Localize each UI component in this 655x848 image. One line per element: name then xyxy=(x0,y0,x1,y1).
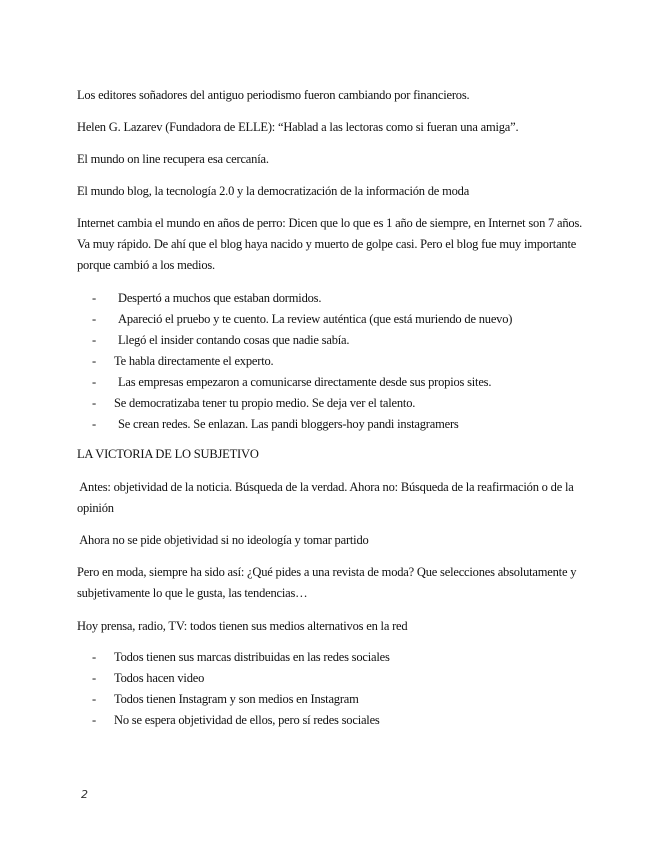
paragraph-line: opinión xyxy=(77,501,114,515)
list-item-text: Todos tienen Instagram y son medios en Instagram xyxy=(114,692,359,706)
list-item-text: Se democratizaba tener tu propio medio. Se deja ver el talento. xyxy=(114,396,416,410)
list-item xyxy=(92,414,512,435)
paragraph-line: Va muy rápido. De ahí que el blog haya nacido y muerto de golpe casi. Pero el blog fue muy importante xyxy=(77,237,577,251)
paragraph-media-alternatives: Hoy prensa, radio, TV: todos tienen sus medios alternativos en la red xyxy=(77,619,408,633)
list-item xyxy=(92,309,512,330)
paragraph-editors: Los editores soñadores del antiguo periodismo fueron cambiando por financieros. xyxy=(77,88,470,102)
list-item xyxy=(92,288,512,309)
list-item xyxy=(92,647,390,668)
section-heading: LA VICTORIA DE LO SUBJETIVO xyxy=(77,447,259,461)
list-item-text: Despertó a muchos que estaban dormidos. xyxy=(118,291,322,305)
list-item xyxy=(92,372,512,393)
dash-bullet: - xyxy=(92,650,96,664)
page-number: 2 xyxy=(81,788,88,801)
paragraph-internet-dog-years xyxy=(77,213,583,276)
list-item-text: No se espera objetividad de ellos, pero sí redes sociales xyxy=(114,713,380,727)
list-item xyxy=(92,330,512,351)
paragraph-before-now xyxy=(77,477,577,519)
list-item-text: Todos hacen video xyxy=(114,671,205,685)
media-list xyxy=(92,647,390,731)
list-item xyxy=(92,710,390,731)
paragraph-fashion-subjective xyxy=(77,562,577,604)
list-item-text: Apareció el pruebo y te cuento. La review auténtica (que está muriendo de nuevo) xyxy=(118,312,513,326)
dash-bullet: - xyxy=(92,713,96,727)
list-item xyxy=(92,668,390,689)
paragraph-line: Antes: objetividad de la noticia. Búsqueda de la verdad. Ahora no: Búsqueda de la reafirmación o de la xyxy=(77,480,574,494)
dash-bullet: - xyxy=(92,333,96,347)
list-item-text: Todos tienen sus marcas distribuidas en las redes sociales xyxy=(114,650,390,664)
list-item-text: Las empresas empezaron a comunicarse directamente desde sus propios sites. xyxy=(118,375,492,389)
paragraph-line: subjetivamente lo que le gusta, las tendencias… xyxy=(77,586,308,600)
dash-bullet: - xyxy=(92,417,96,431)
paragraph-online-world: El mundo on line recupera esa cercanía. xyxy=(77,152,269,166)
dash-bullet: - xyxy=(92,354,96,368)
paragraph-line: porque cambió a los medios. xyxy=(77,258,215,272)
paragraph-lazarev-quote: Helen G. Lazarev (Fundadora de ELLE): “Hablad a las lectoras como si fueran una amiga”. xyxy=(77,120,519,134)
list-item xyxy=(92,351,512,372)
list-item xyxy=(92,393,512,414)
dash-bullet: - xyxy=(92,375,96,389)
list-item-text: Llegó el insider contando cosas que nadie sabía. xyxy=(118,333,350,347)
dash-bullet: - xyxy=(92,396,96,410)
list-item-text: Te habla directamente el experto. xyxy=(114,354,274,368)
dash-bullet: - xyxy=(92,312,96,326)
paragraph-blog-world: El mundo blog, la tecnología 2.0 y la democratización de la información de moda xyxy=(77,184,470,198)
dash-bullet: - xyxy=(92,671,96,685)
dash-bullet: - xyxy=(92,291,96,305)
list-item xyxy=(92,689,390,710)
dash-bullet: - xyxy=(92,692,96,706)
paragraph-ideology: Ahora no se pide objetividad si no ideología y tomar partido xyxy=(77,533,369,547)
blog-impact-list xyxy=(92,288,512,435)
list-item-text: Se crean redes. Se enlazan. Las pandi bloggers-hoy pandi instagramers xyxy=(118,417,459,431)
paragraph-line: Internet cambia el mundo en años de perro: Dicen que lo que es 1 año de siempre, en Internet son 7 años. xyxy=(77,216,583,230)
paragraph-line: Pero en moda, siempre ha sido así: ¿Qué pides a una revista de moda? Que selecciones absolutamente y xyxy=(77,565,577,579)
